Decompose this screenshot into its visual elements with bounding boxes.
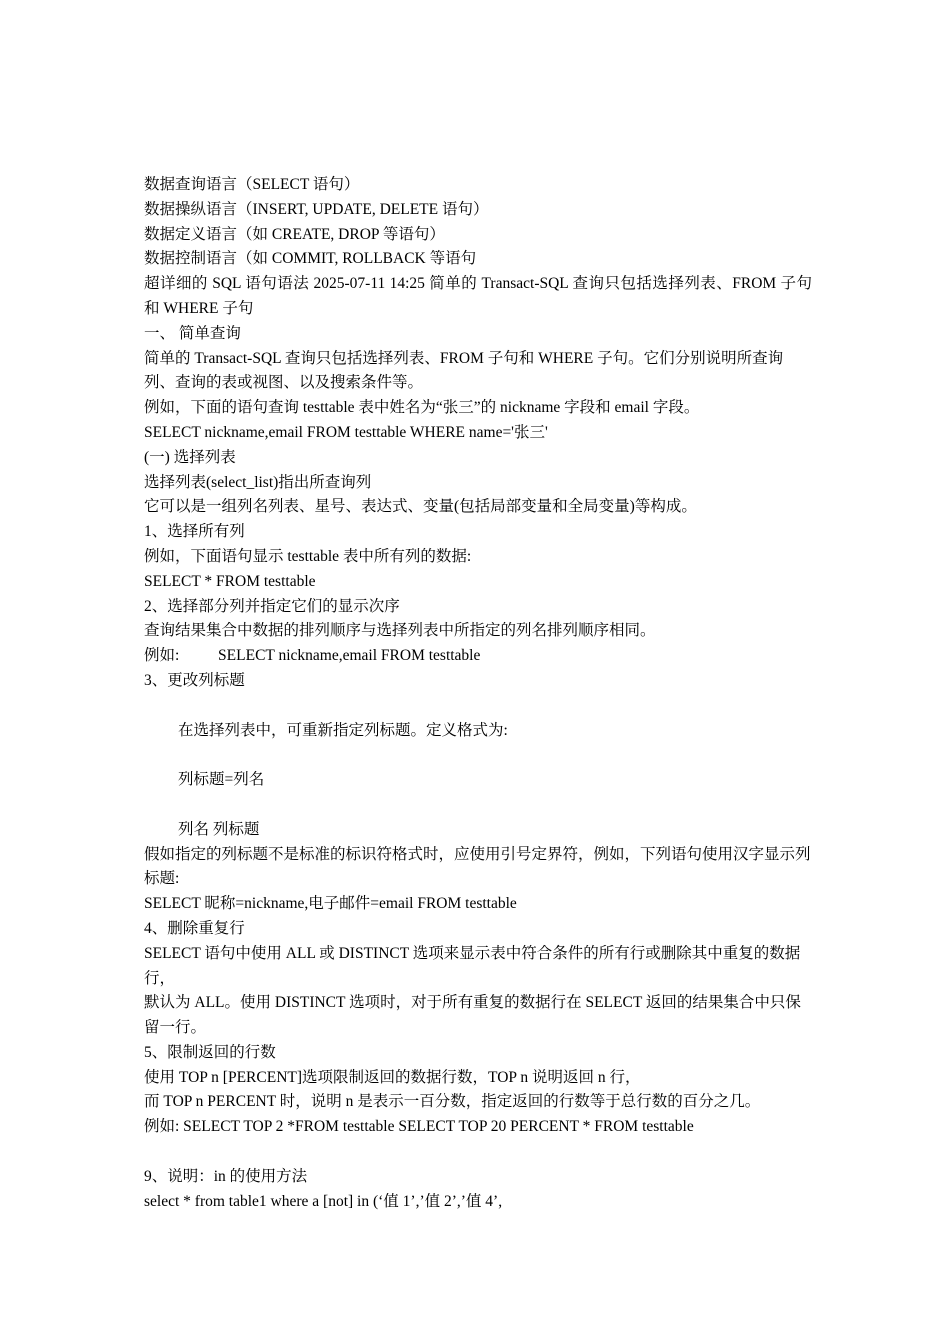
section-heading: 一、 简单查询 xyxy=(144,324,241,342)
blank-line xyxy=(144,793,812,818)
text-line: 默认为 ALL。使用 DISTINCT 选项时，对于所有重复的数据行在 SELECT 返回的结果集合中只保留一行。 xyxy=(144,994,801,1037)
code-line: select * from table1 where a [not] in (‘值 1’,’值 2’,’值 4’, xyxy=(144,1192,503,1210)
text-line: 而 TOP n PERCENT 时，说明 n 是表示一百分数，指定返回的行数等于总行数的百分之几。 xyxy=(144,1093,761,1111)
code-line: 例如: SELECT nickname,email FROM testtable xyxy=(144,647,481,665)
blank-line xyxy=(144,1140,812,1165)
indented-text-line: 在选择列表中，可重新指定列标题。定义格式为: xyxy=(178,721,508,739)
text-line: 数据定义语言（如 CREATE, DROP 等语句） xyxy=(144,225,445,243)
text-line: 选择列表(select_list)指出所查询列 xyxy=(144,473,372,491)
item-heading: 4、删除重复行 xyxy=(144,919,245,937)
blank-line xyxy=(144,694,812,719)
text-line: 例如，下面语句显示 testtable 表中所有列的数据: xyxy=(144,547,472,565)
text-line: SELECT 语句中使用 ALL 或 DISTINCT 选项来显示表中符合条件的所有行或删除其中重复的数据行， xyxy=(144,944,801,987)
text-line: 例如，下面的语句查询 testtable 表中姓名为“张三”的 nickname 字段和 email 字段。 xyxy=(144,399,700,417)
item-heading: 1、选择所有列 xyxy=(144,523,245,541)
item-heading: 3、更改列标题 xyxy=(144,671,245,689)
text-line: 数据查询语言（SELECT 语句） xyxy=(144,176,360,193)
code-line: SELECT 昵称=nickname,电子邮件=email FROM testtable xyxy=(144,895,517,913)
text-line: 它可以是一组列名列表、星号、表达式、变量(包括局部变量和全局变量)等构成。 xyxy=(144,498,697,516)
code-line: 例如: SELECT TOP 2 *FROM testtable SELECT TOP 20 PERCENT * FROM testtable xyxy=(144,1118,694,1136)
subsection-heading: (一) 选择列表 xyxy=(144,448,236,466)
indented-text-line: 列标题=列名 xyxy=(178,771,265,789)
text-line: 假如指定的列标题不是标准的标识符格式时，应使用引号定界符，例如，下列语句使用汉字显示列标题: xyxy=(144,845,811,888)
item-heading: 9、说明：in 的使用方法 xyxy=(144,1167,308,1185)
text-line: 查询结果集合中数据的排列顺序与选择列表中所指定的列名排列顺序相同。 xyxy=(144,622,656,640)
text-line: 简单的 Transact-SQL 查询只包括选择列表、FROM 子句和 WHERE 子句。它们分别说明所查询列、查询的表或视图、以及搜索条件等。 xyxy=(144,349,784,392)
text-line: 数据操纵语言（INSERT, UPDATE, DELETE 语句） xyxy=(144,200,489,218)
article-title-line: 超详细的 SQL 语句语法 2025-07-11 14:25 简单的 Transact-SQL 查询只包括选择列表、FROM 子句和 WHERE 子句 xyxy=(144,275,812,317)
indented-text-line: 列名 列标题 xyxy=(178,820,260,838)
item-heading: 5、限制返回的行数 xyxy=(144,1043,276,1061)
code-line: SELECT nickname,email FROM testtable WHERE name='张三' xyxy=(144,423,548,441)
text-line: 使用 TOP n [PERCENT]选项限制返回的数据行数，TOP n 说明返回 n 行， xyxy=(144,1068,641,1086)
text-line: 数据控制语言（如 COMMIT, ROLLBACK 等语句 xyxy=(144,250,477,268)
blank-line xyxy=(144,743,812,768)
code-line: SELECT * FROM testtable xyxy=(144,572,316,590)
item-heading: 2、选择部分列并指定它们的显示次序 xyxy=(144,597,400,615)
document-body xyxy=(144,173,812,1214)
